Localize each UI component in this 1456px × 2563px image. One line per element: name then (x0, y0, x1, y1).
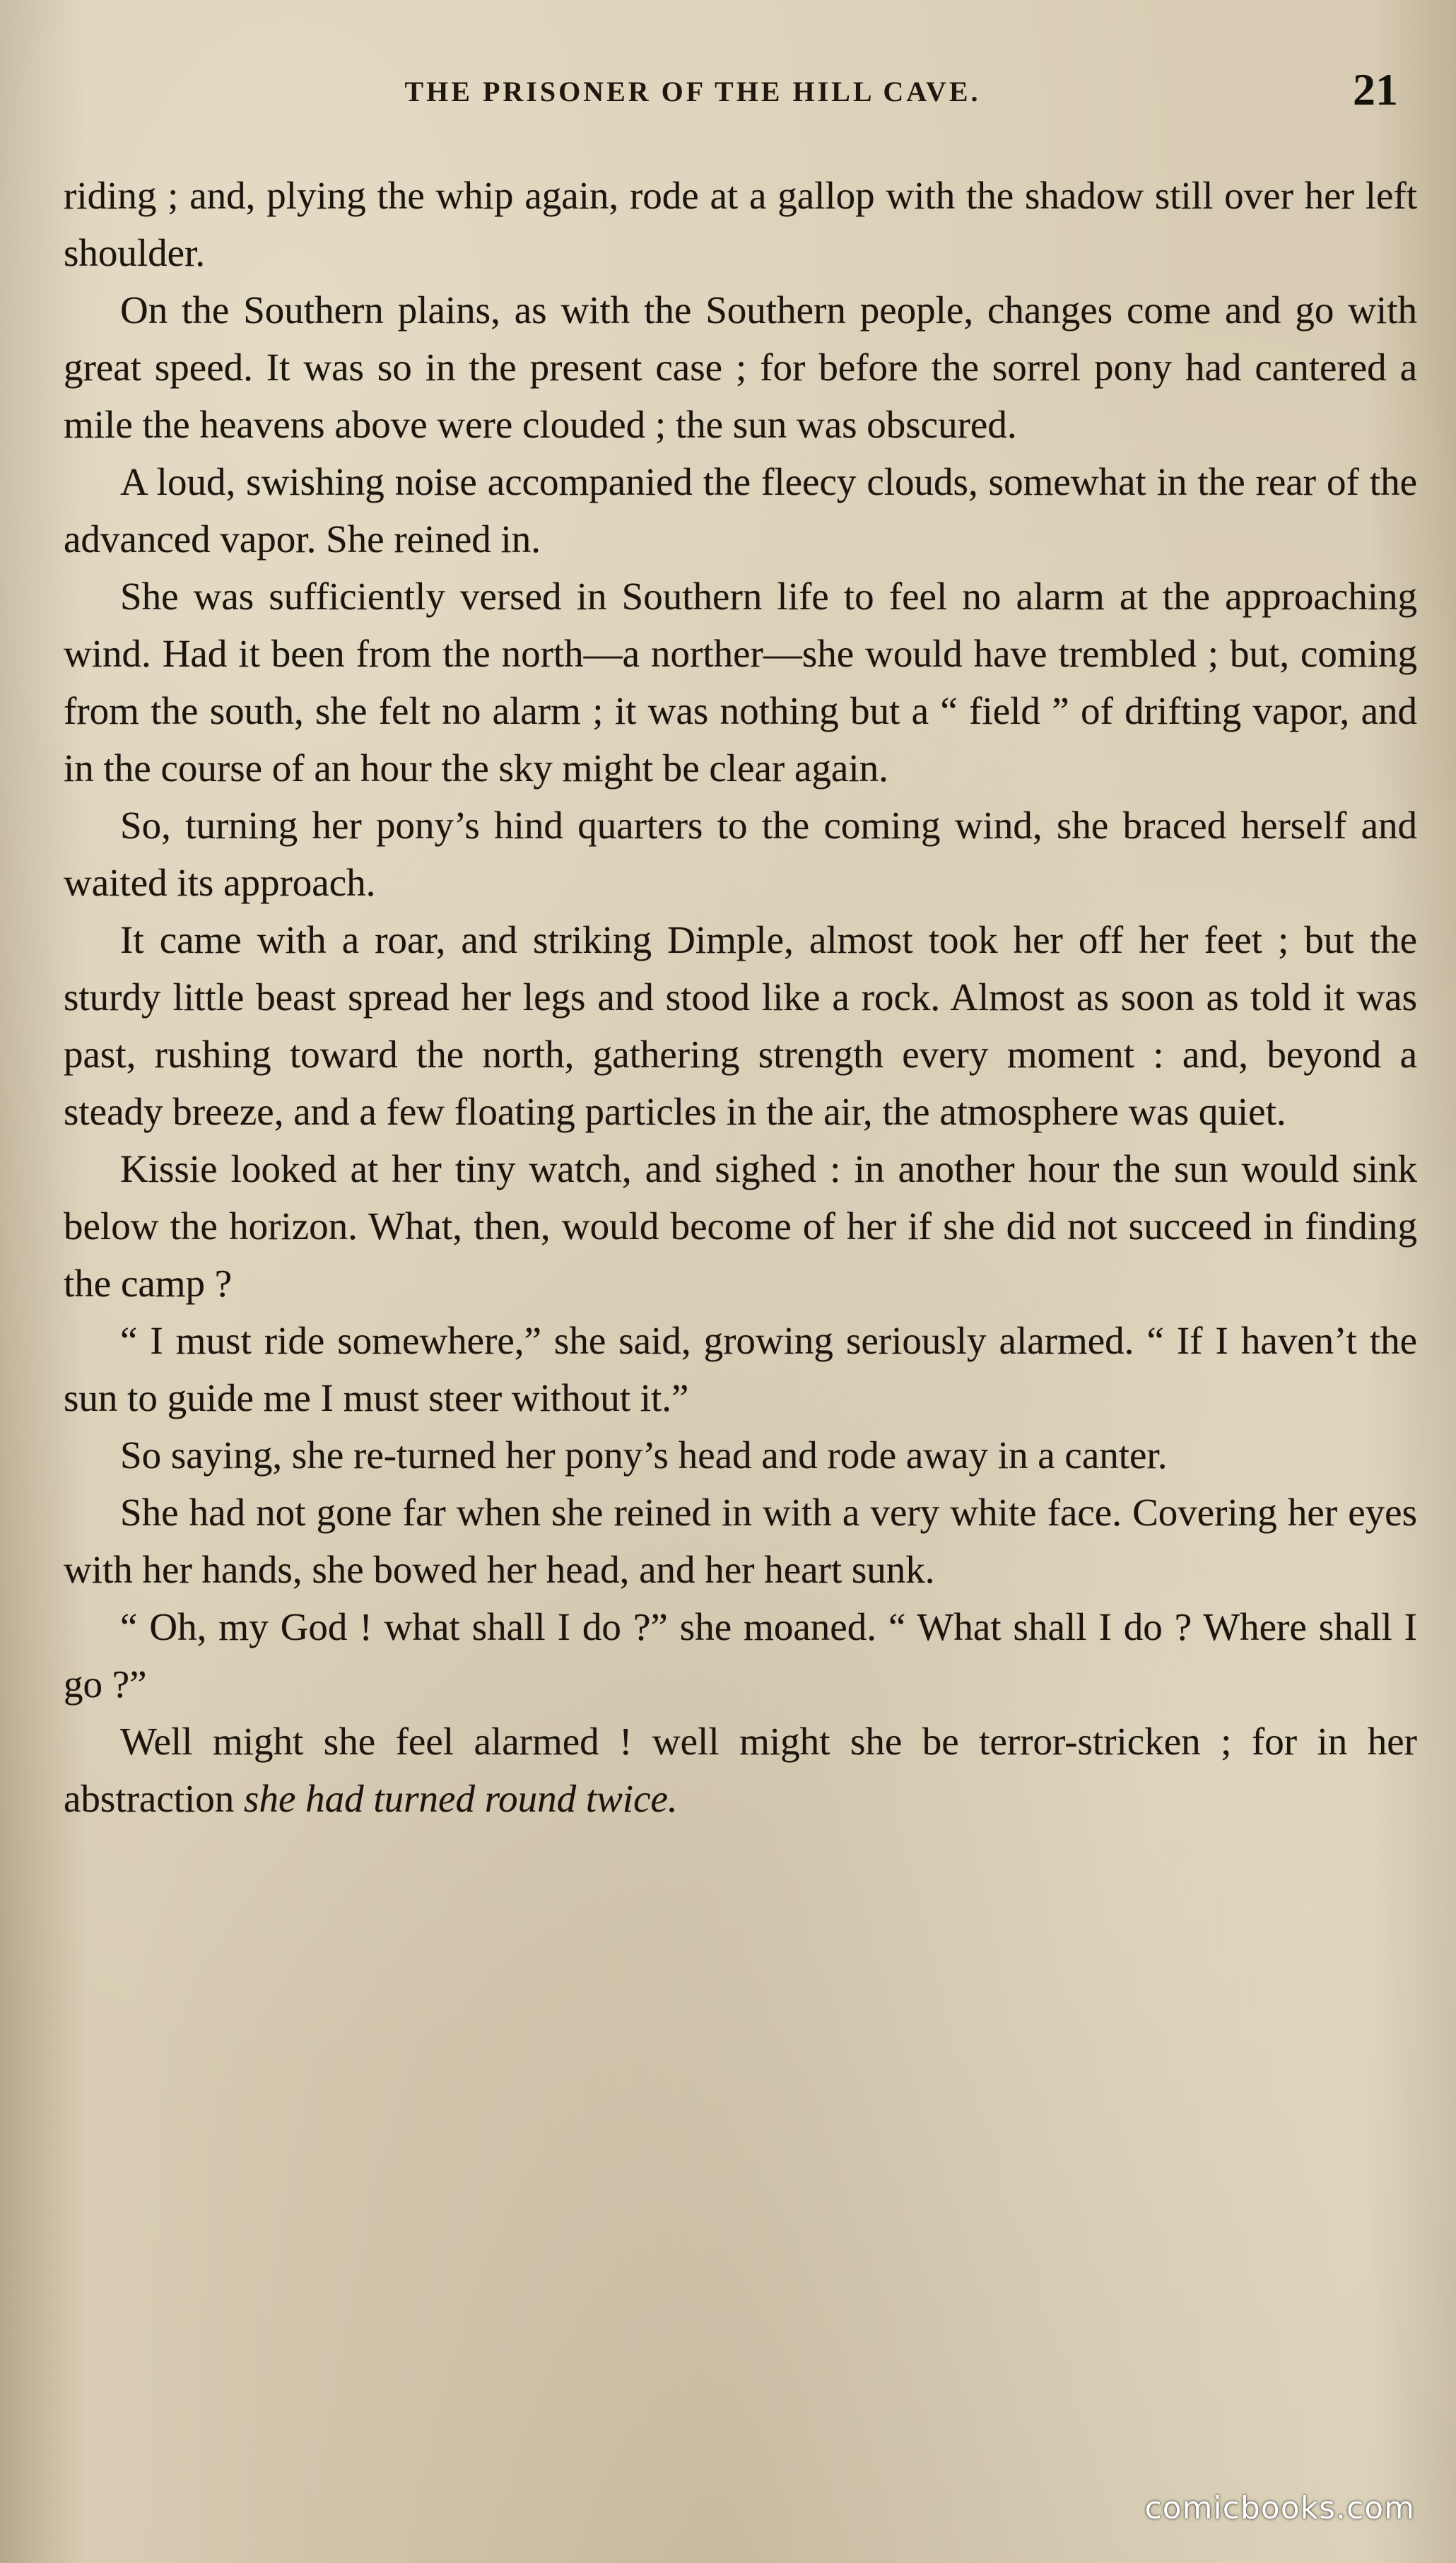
paragraph-7: Kissie looked at her tiny watch, and sighed : in another hour the sun would sink below the horizon. What, then, would become of her if she did not succeed in finding the camp ? (64, 1147, 1417, 1305)
watermark-text: comicbooks.com (1144, 2490, 1415, 2526)
paragraph-4: She was sufficiently versed in Southern life to feel no alarm at the approaching wind. Had it been from the north—a norther—she would have trembled ; but, coming from the south, she felt no alarm ; it was nothing but a “ field ” of drifting vapor, and in the course of an hour the sky might be clear again. (64, 575, 1417, 790)
paragraph-3: A loud, swishing noise accompanied the fleecy clouds, somewhat in the rear of the advanced vapor. She reined in. (64, 460, 1417, 561)
paragraph-5: So, turning her pony’s hind quarters to the coming wind, she braced herself and waited its approach. (64, 804, 1417, 904)
running-title: THE PRISONER OF THE HILL CAVE. (404, 76, 981, 107)
paragraph-1: riding ; and, plying the whip again, rode at a gallop with the shadow still over her left shoulder. (64, 174, 1417, 274)
paragraph-11: “ Oh, my God ! what shall I do ?” she moaned. “ What shall I do ? Where shall I go ?” (64, 1605, 1417, 1706)
paragraph-10: She had not gone far when she reined in with a very white face. Covering her eyes with her hands, she bowed her head, and her heart sunk. (64, 1491, 1417, 1591)
paragraph-8: “ I must ride somewhere,” she said, growing seriously alarmed. “ If I haven’t the sun to guide me I must steer without it.” (64, 1319, 1417, 1419)
paragraph-12 (64, 1713, 1417, 1827)
paragraph-2: On the Southern plains, as with the Southern people, changes come and go with great speed. It was so in the present case ; for before the sorrel pony had cantered a mile the heavens above were clouded ; the sun was obscured. (64, 288, 1417, 446)
paragraph-12-emphasis: she had turned round twice. (244, 1777, 678, 1820)
running-head (64, 64, 1407, 127)
body-text (64, 167, 1417, 1827)
paragraph-9: So saying, she re-turned her pony’s head and rode away in a canter. (120, 1433, 1168, 1477)
paragraph-6: It came with a roar, and striking Dimple, almost took her off her feet ; but the sturdy little beast spread her legs and stood like a rock. Almost as soon as told it was past, rushing toward the north, gathering strength every moment : and, beyond a steady breeze, and a few floating particles in the air, the atmosphere was quiet. (64, 918, 1417, 1133)
paragraph-12-text: Well might she feel alarmed ! well might she be terror-stricken ; for in her abstraction (64, 1720, 1417, 1820)
page-number: 21 (1353, 64, 1398, 115)
